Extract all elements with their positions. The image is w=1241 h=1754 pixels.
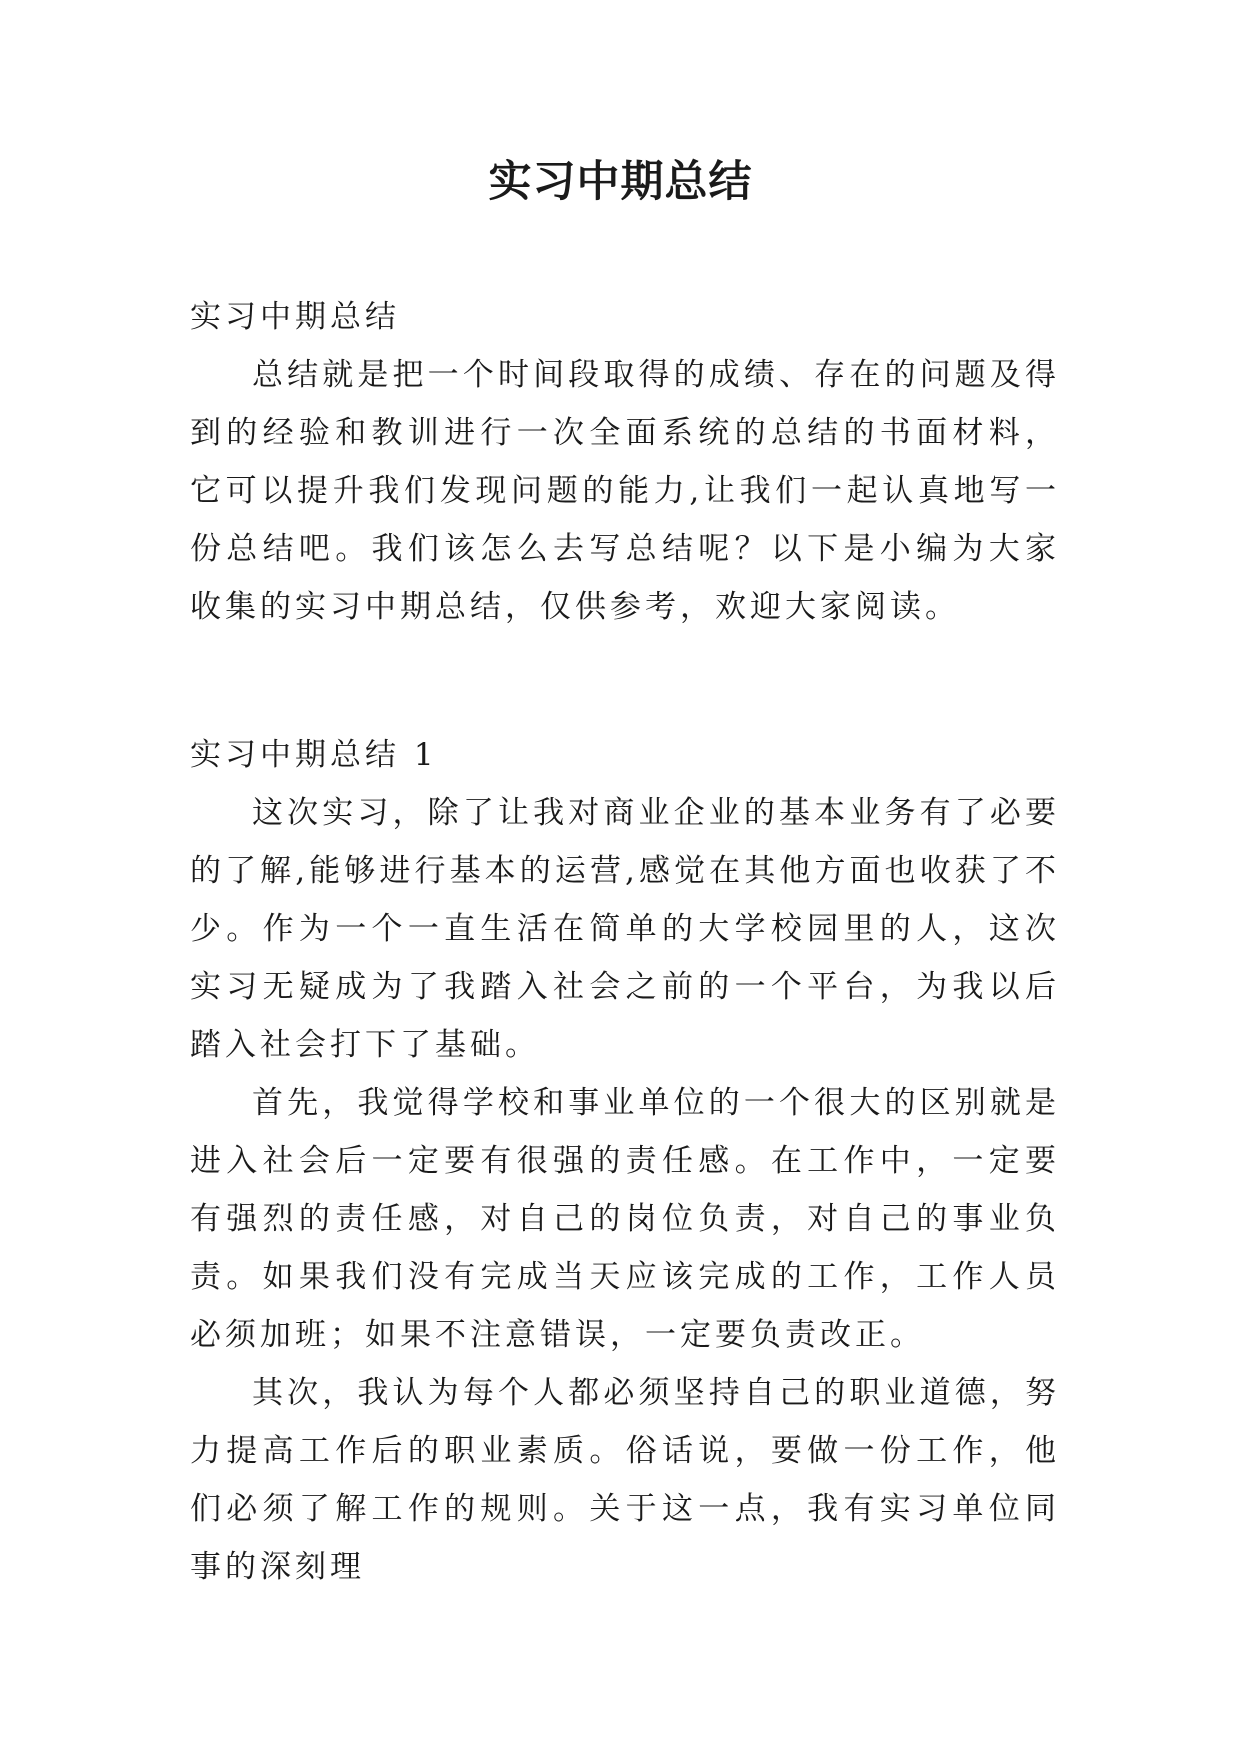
section-1-paragraph-1: 这次实习，除了让我对商业企业的基本业务有了必要的了解,能够进行基本的运营,感觉在其他方面也收获了不少。作为一个一直生活在简单的大学校园里的人，这次实习无疑成为了我踏入社会之前的一个平台，为我以后踏入社会打下了基础。 [190, 795, 1060, 1063]
intro-section [190, 288, 1060, 636]
intro-heading: 实习中期总结 [190, 299, 400, 335]
section-1-paragraph-2: 首先，我觉得学校和事业单位的一个很大的区别就是进入社会后一定要有很强的责任感。在工作中，一定要有强烈的责任感，对自己的岗位负责，对自己的事业负责。如果我们没有完成当天应该完成的工作，工作人员必须加班；如果不注意错误，一定要负责改正。 [190, 1085, 1060, 1353]
intro-paragraph: 总结就是把一个时间段取得的成绩、存在的问题及得到的经验和教训进行一次全面系统的总结的书面材料，它可以提升我们发现问题的能力,让我们一起认真地写一份总结吧。我们该怎么去写总结呢？以下是小编为大家收集的实习中期总结，仅供参考，欢迎大家阅读。 [190, 357, 1060, 625]
document-title: 实习中期总结 [488, 157, 753, 207]
section-1 [190, 726, 1060, 1596]
section-1-paragraph-3: 其次，我认为每个人都必须坚持自己的职业道德，努力提高工作后的职业素质。俗话说，要做一份工作，他们必须了解工作的规则。关于这一点，我有实习单位同事的深刻理 [190, 1375, 1060, 1585]
section-1-heading: 实习中期总结 1 [190, 737, 438, 773]
